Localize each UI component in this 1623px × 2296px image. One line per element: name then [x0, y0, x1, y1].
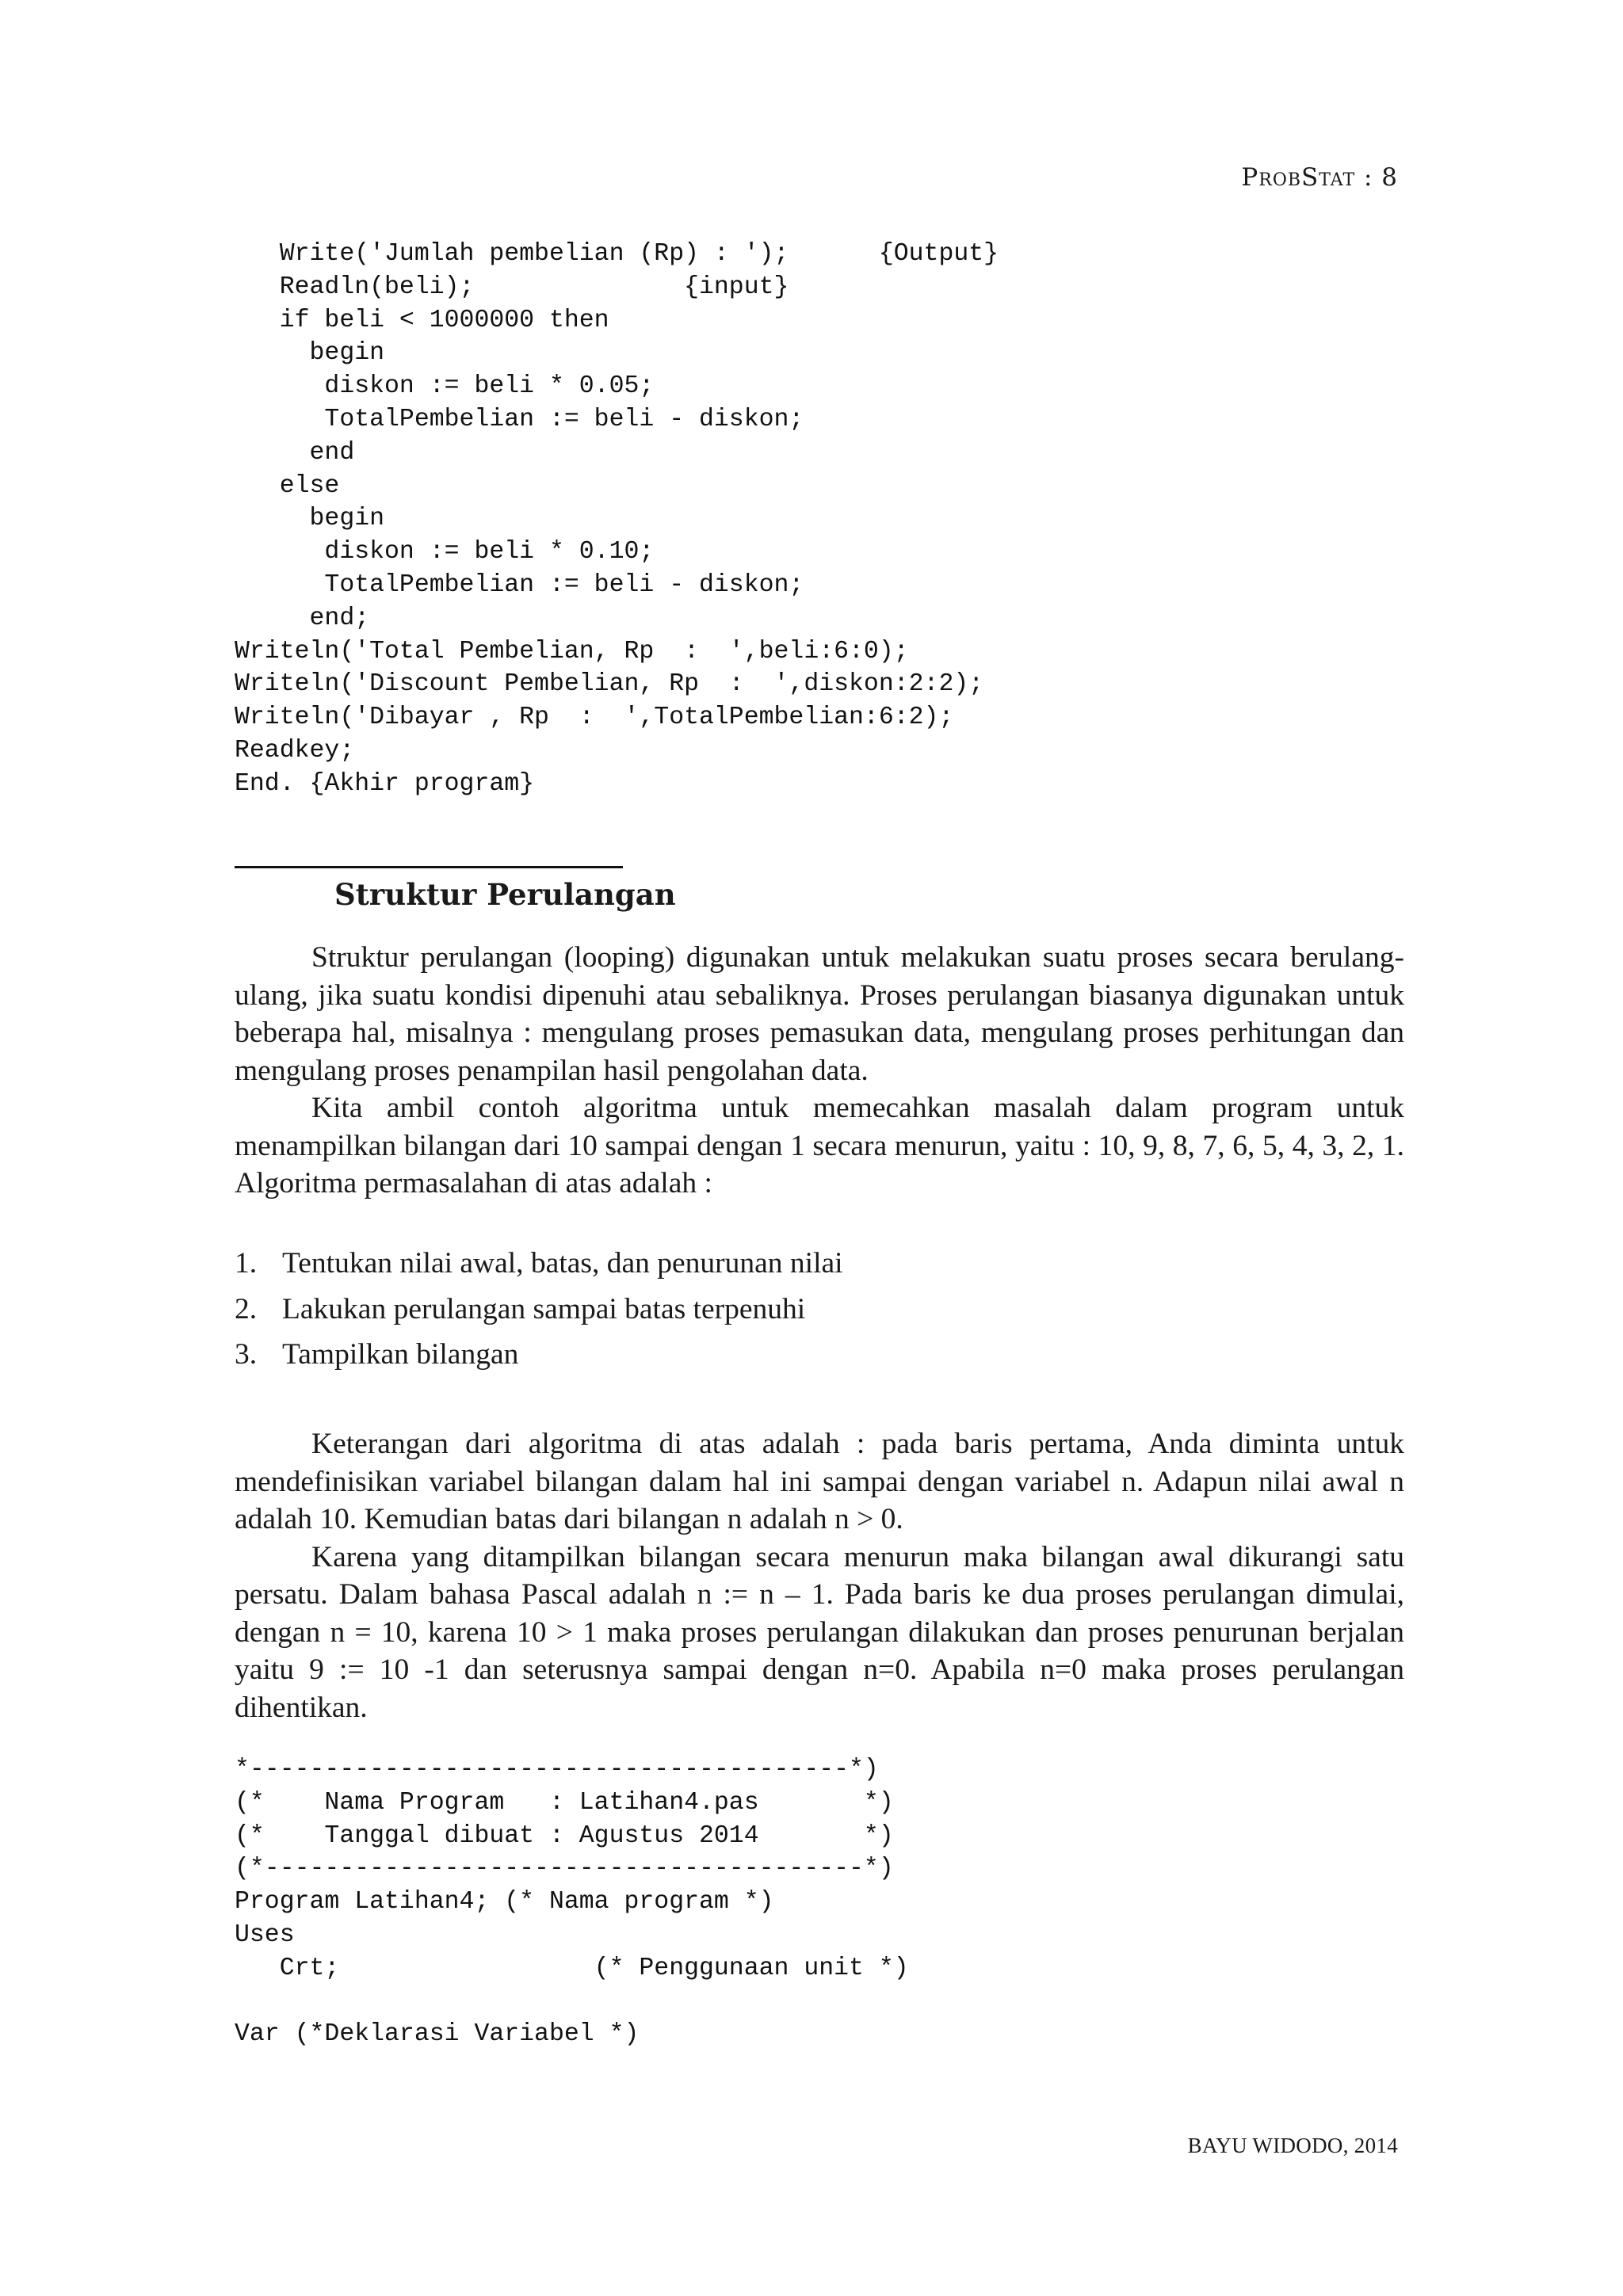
code-line: diskon := beli * 0.05;: [235, 372, 655, 401]
code-line: (*----------------------------------------*): [235, 1855, 894, 1883]
code-line: begin: [235, 505, 385, 533]
paragraph: Struktur perulangan (looping) digunakan untuk melakukan suatu proses secara berulang-ulang, jika suatu kondisi dipenuhi atau sebaliknya. Proses perulangan biasanya digunakan untuk beberapa hal, misalnya : mengulang proses pemasukan data, mengulang proses perhitungan dan mengulang proses penampilan hasil pengolahan data.: [235, 941, 1404, 1087]
list-text: Lakukan perulangan sampai batas terpenuhi: [282, 1292, 806, 1325]
code-line: begin: [235, 339, 385, 368]
page-header: ProbStat : 8: [1241, 163, 1398, 192]
paragraph: Karena yang ditampilkan bilangan secara menurun maka bilangan awal dikurangi satu persatu. Dalam bahasa Pascal adalah n := n – 1. Pada baris ke dua proses perulangan dimulai, dengan n = 10, karena 10 > 1 maka proses perulangan dilakukan dan proses penurunan berjalan yaitu 9 := 10 -1 dan seterusnya sampai dengan n=0. Apabila n=0 maka proses perulangan dihentikan.: [235, 1540, 1404, 1724]
code-line: Writeln('Total Pembelian, Rp : ',beli:6:0);: [235, 637, 909, 666]
code-line: TotalPembelian := beli - diskon;: [235, 405, 804, 433]
page-footer: BAYU WIDODO, 2014: [1187, 2134, 1398, 2157]
code-line: Var (*Deklarasi Variabel *): [235, 2020, 640, 2049]
code-line: Crt; (* Penggunaan unit *): [235, 1954, 909, 1982]
code-block-bottom: [235, 1753, 909, 2051]
list-item: [235, 1241, 843, 1287]
list-number: 2.: [235, 1292, 258, 1325]
code-line: else: [235, 471, 340, 500]
code-line: Write('Jumlah pembelian (Rp) : '); {Output}: [235, 240, 999, 268]
code-line: diskon := beli * 0.10;: [235, 538, 655, 566]
paragraph: Kita ambil contoh algoritma untuk memecahkan masalah dalam program untuk menampilkan bilangan dari 10 sampai dengan 1 secara menurun, yaitu : 10, 9, 8, 7, 6, 5, 4, 3, 2, 1. Algoritma permasalahan di atas adalah :: [235, 1092, 1404, 1199]
list-text: Tentukan nilai awal, batas, dan penurunan nilai: [282, 1247, 843, 1280]
code-block-top: [235, 238, 999, 801]
list-number: 3.: [235, 1338, 258, 1371]
code-line: (* Tanggal dibuat : Agustus 2014 *): [235, 1821, 894, 1850]
intro-paragraphs: [235, 939, 1404, 1203]
list-number: 1.: [235, 1247, 258, 1280]
code-line: if beli < 1000000 then: [235, 306, 609, 334]
section-title: Struktur Perulangan: [334, 877, 676, 912]
code-line: end: [235, 438, 355, 467]
list-item: [235, 1332, 843, 1378]
algorithm-steps: [235, 1241, 843, 1378]
code-line: Writeln('Discount Pembelian, Rp : ',diskon:2:2);: [235, 670, 984, 699]
code-line: Uses: [235, 1920, 295, 1949]
list-text: Tampilkan bilangan: [282, 1338, 519, 1371]
code-line: end;: [235, 604, 370, 632]
paragraph: Keterangan dari algoritma di atas adalah : pada baris pertama, Anda diminta untuk mendefinisikan variabel bilangan dalam hal ini sampai dengan variabel n. Adapun nilai awal n adalah 10. Kemudian batas dari bilangan n adalah n > 0.: [235, 1428, 1404, 1535]
code-line: *----------------------------------------*): [235, 1756, 879, 1783]
code-line: Program Latihan4; (* Nama program *): [235, 1888, 774, 1917]
section-rule: [235, 866, 623, 868]
code-line: (* Nama Program : Latihan4.pas *): [235, 1788, 894, 1817]
code-line: End. {Akhir program}: [235, 769, 535, 798]
list-item: [235, 1287, 843, 1333]
code-line: TotalPembelian := beli - diskon;: [235, 570, 804, 599]
code-line: Readln(beli); {input}: [235, 273, 789, 301]
explanation-paragraphs: [235, 1425, 1404, 1726]
code-line: Readkey;: [235, 736, 355, 765]
code-line: Writeln('Dibayar , Rp : ',TotalPembelian:6:2);: [235, 704, 954, 732]
